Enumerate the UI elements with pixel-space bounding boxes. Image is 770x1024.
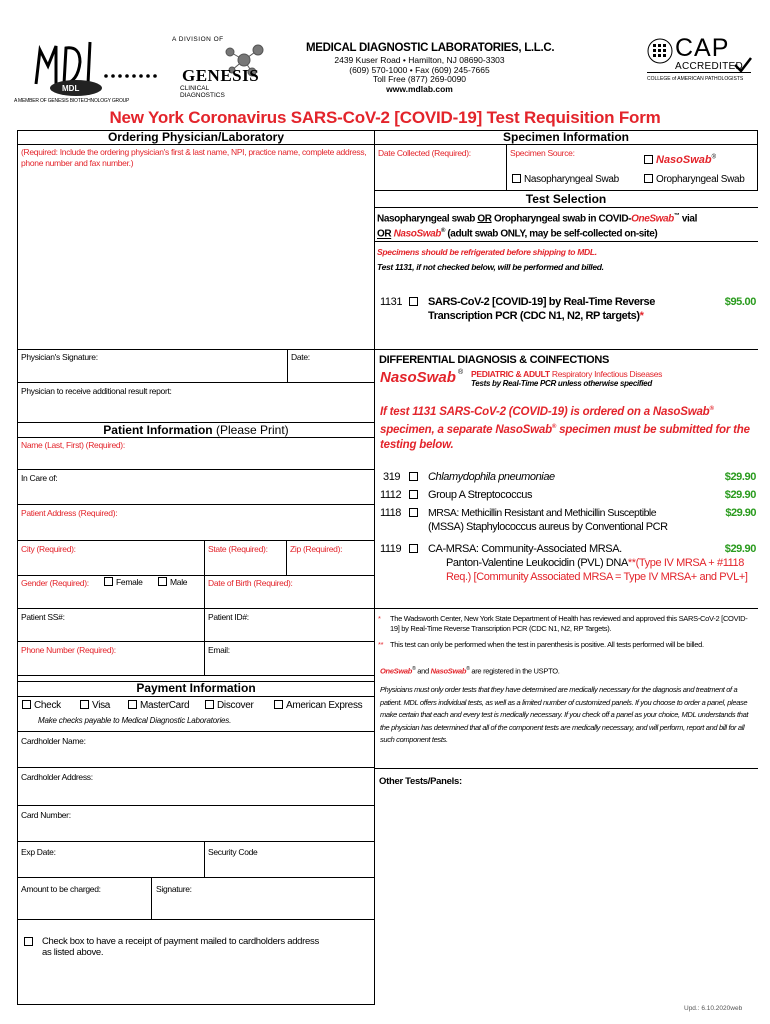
oropharyngeal-option[interactable]: Oropharyngeal Swab: [644, 174, 745, 185]
phone-line: (609) 570-1000 • Fax (609) 245-7665: [349, 64, 490, 75]
swab-instruction: Nasopharyngeal swab OR Oropharyngeal swab in COVID-OneSwab™ vial OR NasoSwab® (adult swab ONLY, may be self-collected on-site): [377, 213, 697, 240]
differential-nasoswab: NasoSwab: [380, 369, 456, 386]
refrigerate-note: Specimens should be refrigerated before shipping to MDL.: [377, 247, 597, 257]
oneswab-label: OneSwab: [631, 213, 674, 225]
payment-amex[interactable]: American Express: [274, 700, 362, 711]
physician-date-field[interactable]: Date:: [291, 352, 310, 362]
male-label: Male: [170, 577, 188, 587]
division-of-text: A DIVISION OF: [172, 36, 224, 43]
cap-logo: [645, 36, 755, 92]
patient-id-field[interactable]: Patient ID#:: [208, 612, 249, 622]
zip-field[interactable]: Zip (Required):: [290, 544, 343, 554]
test-319-checkbox[interactable]: [409, 472, 418, 481]
test-selection-header: Test Selection: [525, 192, 607, 206]
cap-seal-icon: [647, 38, 673, 64]
state-field[interactable]: State (Required):: [208, 544, 268, 554]
test-1131-checkbox[interactable]: [409, 297, 418, 306]
cardholder-address-field[interactable]: Cardholder Address:: [21, 772, 93, 782]
test1131-note: Test 1131, if not checked below, will be performed and billed.: [377, 262, 604, 272]
gender-label: Gender (Required):: [21, 578, 89, 588]
cap-text: CAP: [675, 34, 730, 62]
city-field[interactable]: City (Required):: [21, 544, 76, 554]
female-checkbox[interactable]: [104, 577, 113, 586]
differential-tests-by: Tests by Real-Time PCR unless otherwise specified: [471, 379, 652, 388]
page-title: New York Coronavirus SARS-CoV-2 [COVID-19] Test Requisition Form: [109, 108, 661, 127]
footnote-1: * The Wadsworth Center, New York State Department of Health has reviewed and approved this SARS-CoV-2 [COVID-19] by Real-Time Reverse Transcription PCR (CDC N1, N2, RP Targets).: [378, 614, 748, 633]
payment-mastercard[interactable]: MasterCard: [128, 700, 189, 711]
ordering-instructions[interactable]: (Required: Include the ordering physician's first & last name, NPI, practice name, complete address, phone number and fax number.): [21, 147, 367, 168]
payment-discover[interactable]: Discover: [205, 700, 254, 711]
patient-info-header-normal: (Please Print): [215, 423, 289, 437]
nasoswab-label: NasoSwab: [656, 154, 712, 166]
specimen-info-header: Specimen Information: [502, 130, 630, 144]
receipt-line2: as listed above.: [42, 947, 104, 958]
female-label: Female: [116, 577, 143, 587]
patient-ss-field[interactable]: Patient SS#:: [21, 612, 65, 622]
differential-header: DIFFERENTIAL DIAGNOSIS & COINFECTIONS: [379, 354, 610, 366]
other-tests-field[interactable]: Other Tests/Panels:: [379, 776, 462, 787]
phone-number-field[interactable]: Phone Number (Required):: [21, 645, 116, 655]
genesis-sub2: DIAGNOSTICS: [180, 92, 225, 99]
receipt-option[interactable]: [24, 936, 369, 958]
test-1131-name-line1: SARS-CoV-2 [COVID-19] by Real-Time Reverse: [428, 296, 655, 308]
female-option[interactable]: [104, 577, 143, 587]
ordering-physician-header: Ordering Physician/Laboratory: [107, 130, 285, 144]
patient-info-header-bold: Patient Information: [103, 423, 213, 437]
svg-text:MDL: MDL: [62, 84, 80, 93]
separate-specimen-warning: If test 1131 SARS-CoV-2 (COVID-19) is ordered on a NasoSwab® specimen, a separate NasoSwab® specimen must be submitted for the testing below.: [380, 405, 750, 451]
receipt-checkbox[interactable]: [24, 937, 33, 946]
card-number-field[interactable]: Card Number:: [21, 810, 71, 820]
physician-signature-field[interactable]: Physician's Signature:: [21, 352, 98, 362]
cardholder-name-field[interactable]: Cardholder Name:: [21, 736, 86, 746]
left-border: [17, 130, 18, 1005]
nasoswab-option[interactable]: NasoSwab®: [644, 154, 716, 166]
address-line: 2439 Kuser Road • Hamilton, NJ 08690-3303: [334, 55, 505, 65]
receipt-line1: Check box to have a receipt of payment mailed to cardholders address: [42, 936, 319, 947]
nasopharyngeal-checkbox[interactable]: [512, 174, 521, 183]
email-field[interactable]: Email:: [208, 645, 230, 655]
cap-accredited: ACCREDITED: [675, 61, 744, 72]
tollfree-line: Toll Free (877) 269-0090: [372, 74, 467, 84]
logo-caption: A MEMBER OF GENESIS BIOTECHNOLOGY GROUP: [14, 98, 130, 104]
genesis-wordmark: GENESIS: [182, 66, 260, 85]
differential-subtitle: PEDIATRIC & ADULT Respiratory Infectious Diseases: [471, 369, 663, 379]
patient-name-field[interactable]: Name (Last, First) (Required):: [21, 440, 125, 450]
checks-payable-note: Make checks payable to Medical Diagnostic Laboratories.: [38, 716, 232, 725]
male-option[interactable]: [158, 577, 187, 587]
company-name: MEDICAL DIAGNOSTIC LABORATORIES, L.L.C.: [306, 42, 555, 54]
amount-field[interactable]: Amount to be charged:: [21, 884, 101, 894]
exp-date-field[interactable]: Exp Date:: [21, 847, 56, 857]
test-1112-checkbox[interactable]: [409, 490, 418, 499]
cap-caption: COLLEGE of AMERICAN PATHOLOGISTS: [647, 76, 744, 82]
nasoswab-checkbox[interactable]: [644, 155, 653, 164]
result-report-field[interactable]: Physician to receive additional result report:: [21, 386, 172, 396]
nasopharyngeal-option[interactable]: Nasopharyngeal Swab: [512, 174, 619, 185]
version-footer: Upd.: 6.10.2020web: [684, 1005, 743, 1012]
genesis-sub1: CLINICAL: [180, 85, 210, 92]
date-collected-field[interactable]: Date Collected (Required):: [378, 148, 471, 158]
genesis-logo: [160, 36, 290, 102]
care-of-field[interactable]: In Care of:: [21, 473, 58, 483]
cap-divider: [647, 72, 751, 73]
bottom-border: [17, 1004, 375, 1005]
test-1118-checkbox[interactable]: [409, 508, 418, 517]
center-divider: [374, 130, 375, 1005]
male-checkbox[interactable]: [158, 577, 167, 586]
test-1119-checkbox[interactable]: [409, 544, 418, 553]
payment-info-header: Payment Information: [136, 681, 256, 695]
patient-info-header: [18, 422, 374, 438]
company-address: [306, 56, 533, 94]
dob-field[interactable]: Date of Birth (Required):: [208, 578, 293, 588]
specimen-source-label: Specimen Source:: [510, 148, 575, 158]
medical-necessity-note: Physicians must only order tests that they have determined are medically necessary for the diagnosis and treatment of a patient. MDL offers individual tests, as well as a limited number of customized panels. If you choose to order a panel, please make certain that each and every test is medically necessary. If you check off a panel as your choice, MDL understands that the physician has determined that all of the component tests are medically necessary, and will perform, report and bill for all such component tests.: [380, 685, 749, 744]
payment-visa[interactable]: Visa: [80, 700, 110, 711]
security-code-field[interactable]: Security Code: [208, 847, 258, 857]
payment-signature-field[interactable]: Signature:: [156, 884, 192, 894]
website-link[interactable]: www.mdlab.com: [386, 83, 453, 94]
payment-check[interactable]: Check: [22, 700, 61, 711]
oropharyngeal-checkbox[interactable]: [644, 174, 653, 183]
patient-address-field[interactable]: Patient Address (Required):: [21, 508, 118, 518]
right-border: [757, 130, 758, 190]
test-1131-name-line2: Transcription PCR (CDC N1, N2, RP targets): [428, 310, 640, 322]
trademark-note: OneSwab® and NasoSwab® are registered in the USPTO.: [380, 666, 560, 676]
footnote-2: ** This test can only be performed when the test in parenthesis is positive. All tests performed will be billed.: [378, 640, 704, 649]
test-1131-code: 1131: [380, 296, 403, 308]
test-1131-price: $95.00: [724, 296, 756, 308]
